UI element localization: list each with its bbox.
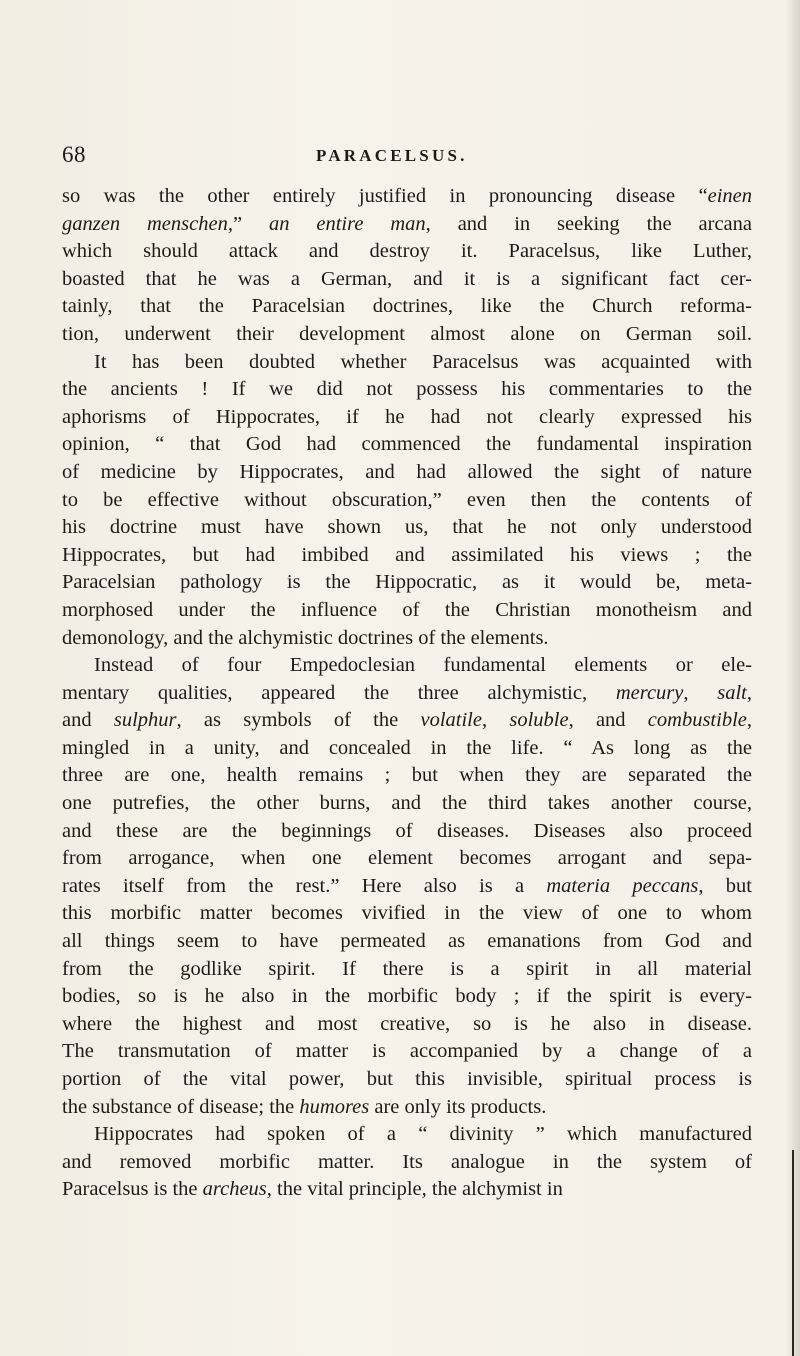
- text-line: [62, 762, 752, 790]
- text-span: aphorisms of Hippocrates, if he had not clearly expressed his: [62, 405, 752, 428]
- italic-text: volatile: [420, 709, 482, 732]
- text-line: [62, 1094, 752, 1122]
- text-span: and: [62, 709, 114, 732]
- text-line: [62, 956, 752, 984]
- text-line: [62, 790, 752, 818]
- text-line: [62, 487, 752, 515]
- text-line: [62, 680, 752, 708]
- text-span: mentary qualities, appeared the three alchymistic,: [62, 681, 616, 704]
- text-line: [62, 597, 752, 625]
- text-span: one putrefies, the other burns, and the third takes another course,: [62, 792, 752, 815]
- text-span: Paracelsian pathology is the Hippocratic, as it would be, meta-: [62, 571, 752, 594]
- text-line: [62, 514, 752, 542]
- text-span: where the highest and most creative, so is he also in disease.: [62, 1012, 752, 1035]
- italic-text: combustible: [647, 709, 747, 732]
- text-span: demonology, and the alchymistic doctrines of the elements.: [62, 626, 549, 649]
- text-line: [62, 404, 752, 432]
- text-line: [62, 569, 752, 597]
- text-span: ,: [683, 681, 718, 704]
- text-span: , and: [568, 709, 648, 732]
- text-span: , as symbols of the: [176, 709, 421, 732]
- text-span: all things seem to have permeated as emanations from God and: [62, 930, 752, 953]
- italic-text: ganzen menschen,: [62, 212, 233, 235]
- text-span: and these are the beginnings of diseases. Diseases also proceed: [62, 819, 752, 842]
- text-line: [62, 735, 752, 763]
- text-line: [62, 1121, 752, 1149]
- italic-text: materia peccans: [546, 874, 699, 897]
- text-span: , and in seeking the arcana: [425, 212, 752, 235]
- text-span: are only its products.: [369, 1095, 547, 1118]
- text-span: the substance of disease; the: [62, 1095, 300, 1118]
- italic-text: humores: [299, 1095, 370, 1118]
- page-number: 68: [62, 142, 86, 167]
- italic-text: sulphur: [113, 709, 177, 732]
- text-line: [62, 266, 752, 294]
- text-span: to be effective without obscuration,” even then the contents of: [62, 488, 752, 511]
- text-line: [62, 625, 752, 653]
- body-text: [62, 183, 752, 1204]
- italic-text: mercury: [615, 681, 684, 704]
- page-edge-line: [792, 1150, 794, 1356]
- text-span: ,: [481, 709, 510, 732]
- text-span: , but: [698, 874, 752, 897]
- text-span: of medicine by Hippocrates, and had allowed the sight of nature: [62, 460, 752, 483]
- text-line: [62, 873, 752, 901]
- text-line: [62, 293, 752, 321]
- text-line: [62, 211, 752, 239]
- text-line: [62, 1176, 752, 1204]
- text-span: opinion, “ that God had commenced the fundamental inspiration: [62, 433, 752, 456]
- italic-text: einen: [707, 185, 752, 207]
- text-span: tainly, that the Paracelsian doctrines, like the Church reforma-: [62, 295, 752, 318]
- text-line: [62, 1011, 752, 1039]
- text-line: [62, 928, 752, 956]
- text-line: [62, 431, 752, 459]
- text-line: [62, 459, 752, 487]
- text-span: so was the other entirely justified in pronouncing disease “: [62, 185, 708, 207]
- text-line: [62, 707, 752, 735]
- italic-text: an entire man: [268, 212, 426, 235]
- text-span: portion of the vital power, but this invisible, spiritual process is: [62, 1068, 752, 1090]
- text-span: Instead of four Empedoclesian fundamental elements or ele-: [94, 654, 752, 677]
- text-span: morphosed under the influence of the Christian monotheism and: [62, 598, 752, 621]
- text-line: [62, 983, 752, 1011]
- text-span: Paracelsus is the: [62, 1178, 203, 1201]
- text-span: bodies, so is he also in the morbific body ; if the spirit is every-: [62, 985, 752, 1008]
- text-span: ”: [232, 212, 269, 235]
- text-span: , the vital principle, the alchymist in: [266, 1178, 563, 1201]
- text-line: [62, 321, 752, 349]
- text-span: Hippocrates, but had imbibed and assimilated his views ; the: [62, 543, 752, 566]
- text-line: [62, 376, 752, 404]
- text-span: It has been doubted whether Paracelsus was acquainted with: [94, 350, 752, 373]
- text-line: [62, 183, 752, 211]
- running-head: PARACELSUS.: [316, 146, 468, 165]
- italic-text: salt: [717, 681, 747, 704]
- text-span: the ancients ! If we did not possess his commentaries to the: [62, 378, 752, 401]
- italic-text: archeus: [202, 1178, 267, 1201]
- text-span: this morbific matter becomes vivified in the view of one to whom: [62, 902, 752, 925]
- text-span: The transmutation of matter is accompanied by a change of a: [62, 1040, 752, 1063]
- text-span: tion, underwent their development almost alone on German soil.: [62, 322, 752, 345]
- text-line: [62, 900, 752, 928]
- text-span: and removed morbific matter. Its analogue in the system of: [62, 1150, 752, 1173]
- text-line: [62, 1038, 752, 1066]
- text-line: [62, 1066, 752, 1094]
- text-line: [62, 238, 752, 266]
- text-line: [62, 542, 752, 570]
- text-line: [62, 652, 752, 680]
- text-span: three are one, health remains ; but when they are separated the: [62, 764, 752, 787]
- text-span: Hippocrates had spoken of a “ divinity ” which manufactured: [94, 1123, 752, 1146]
- text-span: ,: [746, 709, 752, 732]
- text-line: [62, 1149, 752, 1177]
- text-line: [62, 845, 752, 873]
- text-line: [62, 349, 752, 377]
- text-span: mingled in a unity, and concealed in the life. “ As long as the: [62, 736, 752, 759]
- text-span: his doctrine must have shown us, that he not only understood: [62, 516, 752, 539]
- text-span: rates itself from the rest.” Here also is a: [62, 874, 547, 897]
- text-span: from the godlike spirit. If there is a spirit in all material: [62, 957, 752, 980]
- text-span: ,: [746, 681, 752, 704]
- text-line: [62, 818, 752, 846]
- text-span: which should attack and destroy it. Paracelsus, like Luther,: [62, 240, 752, 263]
- text-span: from arrogance, when one element becomes arrogant and sepa-: [62, 847, 752, 870]
- text-span: boasted that he was a German, and it is a significant fact cer-: [62, 267, 752, 290]
- italic-text: soluble: [509, 709, 569, 732]
